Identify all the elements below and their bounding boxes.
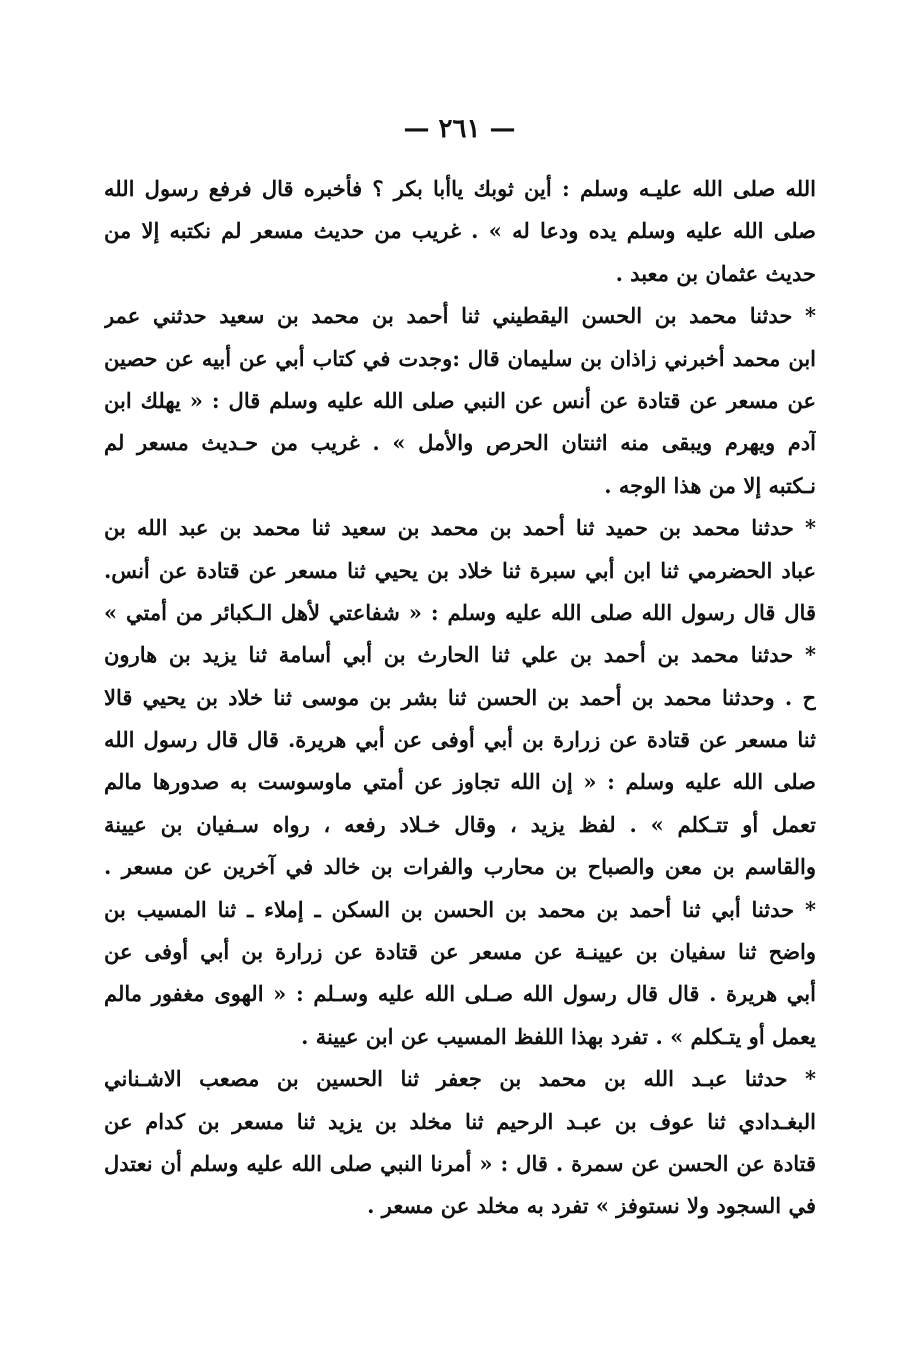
text-line: صلى الله عليه وسلم يده ودعا له » . غريب من حديث مسعر لم نكتبه إلا من xyxy=(104,218,816,244)
text-line: صلى الله عليه وسلم : « إن الله تجاوز عن أمتي ماوسوست به صدورها مالم xyxy=(104,769,816,795)
text-line: * حدثنا محمد بن الحسن اليقطيني ثنا أحمد بن محمد بن سعيد حدثني عمر xyxy=(104,303,816,329)
text-line: * حدثنا أبي ثنا أحمد بن محمد بن الحسن بن السكن ـ إملاء ـ ثنا المسيب بن xyxy=(104,896,816,922)
text-line: * حدثنا عبـد الله بن محمد بن جعفر ثنا الحسين بن مصعب الاشـناني xyxy=(104,1066,816,1092)
text-line: حديث عثمان بن معبد . xyxy=(615,260,816,286)
text-line: البغـدادي ثنا عوف بن عبـد الرحيم ثنا مخلد بن يزيد ثنا مسعر بن كدام عن xyxy=(104,1108,816,1134)
text-line: ابن محمد أخبرني زاذان بن سليمان قال :وجدت في كتاب أبي عن أبيه عن حصين xyxy=(104,345,816,371)
text-line: ح . وحدثنا محمد بن أحمد بن الحسن ثنا بشر بن موسى ثنا خلاد بن يحيي قالا xyxy=(104,684,816,710)
text-line: آدم ويهرم ويبقى منه اثنتان الحرص والأمل » . غريب من حـديث مسعر لم xyxy=(104,430,816,456)
text-line: عباد الحضرمي ثنا ابن أبي سبرة ثنا خلاد بن يحيي ثنا مسعر عن قتادة عن أنس. xyxy=(104,557,816,583)
page-number: — ٢٦١ — xyxy=(403,114,516,144)
text-line: واضح ثنا سفيان بن عيينـة عن مسعر عن قتادة عن زرارة بن أبي أوفى عن xyxy=(104,939,816,965)
text-line: في السجود ولا نستوفز » تفرد به مخلد عن مسعر . xyxy=(367,1193,816,1219)
text-line: عن مسعر عن قتادة عن أنس عن النبي صلى الله عليه وسلم قال : « يهلك ابن xyxy=(104,387,816,413)
text-line: تعمل أو تتـكلم » . لفظ يزيد ، وقال خـلاد رفعه ، رواه سـفيان بن عيينة xyxy=(104,811,816,837)
text-line: * حدثنا محمد بن أحمد بن علي ثنا الحارث بن أبي أسامة ثنا يزيد بن هارون xyxy=(104,642,816,668)
text-line: قتادة عن الحسن عن سمرة . قال : « أمرنا النبي صلى الله عليه وسلم أن نعتدل xyxy=(104,1150,816,1176)
text-line: يعمل أو يتـكلم » . تفرد بهذا اللفظ المسيب عن ابن عيينة . xyxy=(301,1023,816,1049)
text-line: ثنا مسعر عن قتادة عن زرارة بن أبي أوفى عن أبي هريرة. قال قال رسول الله xyxy=(104,727,816,753)
text-line: والقاسم بن معن والصباح بن محارب والفرات بن خالد في آخرين عن مسعر . xyxy=(104,854,816,880)
text-line: نـكتبه إلا من هذا الوجه . xyxy=(604,472,816,498)
body-text xyxy=(104,168,816,1228)
text-line: أبي هريرة . قال قال رسول الله صـلى الله عليه وسـلم : « الهوى مغفور مالم xyxy=(104,981,816,1007)
text-line: قال قال رسول الله صلى الله عليه وسلم : « شفاعتي لأهل الـكبائر من أمتي » xyxy=(104,599,816,625)
text-line: * حدثنا محمد بن حميد ثنا أحمد بن محمد بن سعيد ثنا محمد بن عبد الله بن xyxy=(104,515,816,541)
text-line: الله صلى الله عليـه وسلم : أين ثوبك ياأبا بكر ؟ فأخبره قال فرفع رسول الله xyxy=(104,176,816,201)
